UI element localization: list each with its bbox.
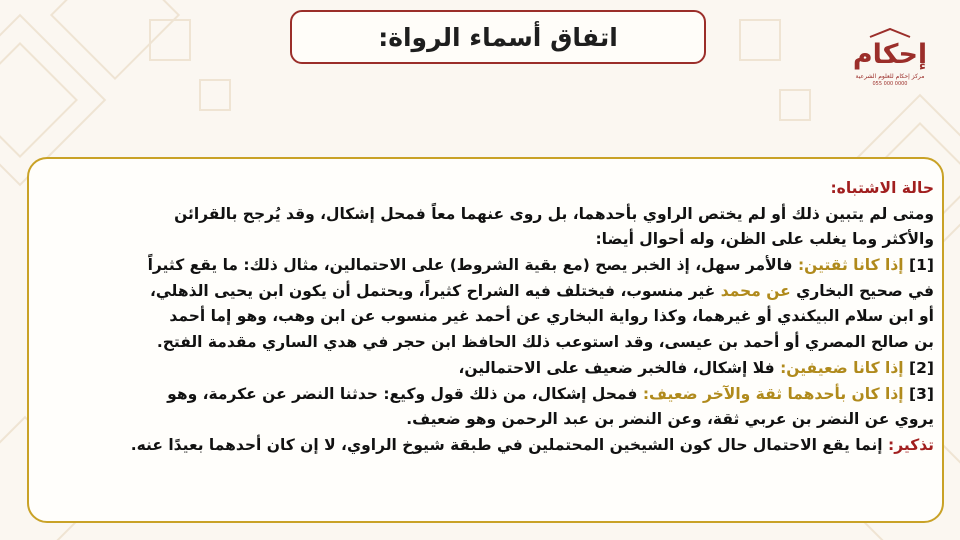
title-box [290,10,706,64]
case-1-number: [1] [909,256,934,275]
section-heading: حالة الاشتباه: [830,179,934,197]
note-text: إنما يقع الاحتمال حال كون الشيخين المحتملين في طبقة شيوخ الراوي، لا إن كان أحدهما بعيدًا عنه. [130,435,883,454]
note-line [40,433,934,459]
case-3-line-2: يروي عن النضر بن عربي ثقة، وعن النضر بن عبد الرحمن وهو ضعيف. [406,410,934,429]
note-label: تذكير: [888,435,934,454]
logo-wordmark: إحكام [852,39,928,70]
case-1-highlight: عن محمد [720,281,791,300]
case-3-line-1 [40,382,934,408]
logo-number: 055 000 0000 [872,81,908,87]
case-1-line-2-after: غير منسوب، فيختلف فيه الشراح كثيراً، ويحتمل أن يكون ابن يحيى الذهلي، [149,281,716,300]
case-2-label: إذا كانا ضعيفين: [780,358,904,377]
intro-line-1: ومتى لم يتبين ذلك أو لم يختص الراوي بأحدهما، بل روى عنهما معاً فمحل إشكال، وقد يُرجح بالقرائن [174,204,934,223]
case-3-label: إذا كان بأحدهما ثقة والآخر ضعيف: [642,384,904,403]
content-text [40,176,934,459]
case-1-line-2 [40,279,934,305]
case-1-line-2-before: في صحيح البخاري [796,281,934,300]
case-1-line-1 [40,253,934,279]
case-1-line-3: أو ابن سلام البيكندي أو غيرهما، وكذا رواية البخاري عن أحمد غير منسوب عن ابن وهب، وهو إما أحمد [169,307,934,326]
logo-subtitle: مركز إحكام للعلوم الشرعية [855,73,925,80]
page-title: اتفاق أسماء الرواة: [378,22,618,52]
logo-roof-icon [860,28,920,38]
case-3-number: [3] [909,384,934,403]
logo [848,28,932,100]
intro-line-2: والأكثر وما يغلب على الظن، وله أحوال أيضا: [595,230,934,249]
case-2-number: [2] [909,358,934,377]
case-2-text: فلا إشكال، فالخبر ضعيف على الاحتمالين، [458,358,775,377]
case-1-label: إذا كانا ثقتين: [797,256,904,275]
case-1-line-4: بن صالح المصري أو أحمد بن عيسى، وقد استوعب ذلك الحافظ ابن حجر في هدي الساري مقدمة الفتح. [156,333,934,352]
case-1-text: فالأمر سهل، إذ الخبر يصح (مع بقية الشروط) على الاحتمالين، مثال ذلك: ما يقع كثيراً [147,256,793,275]
case-3-text: فمحل إشكال، من ذلك قول وكيع: حدثنا النضر عن عكرمة، وهو [167,384,638,403]
case-2-line [40,356,934,382]
